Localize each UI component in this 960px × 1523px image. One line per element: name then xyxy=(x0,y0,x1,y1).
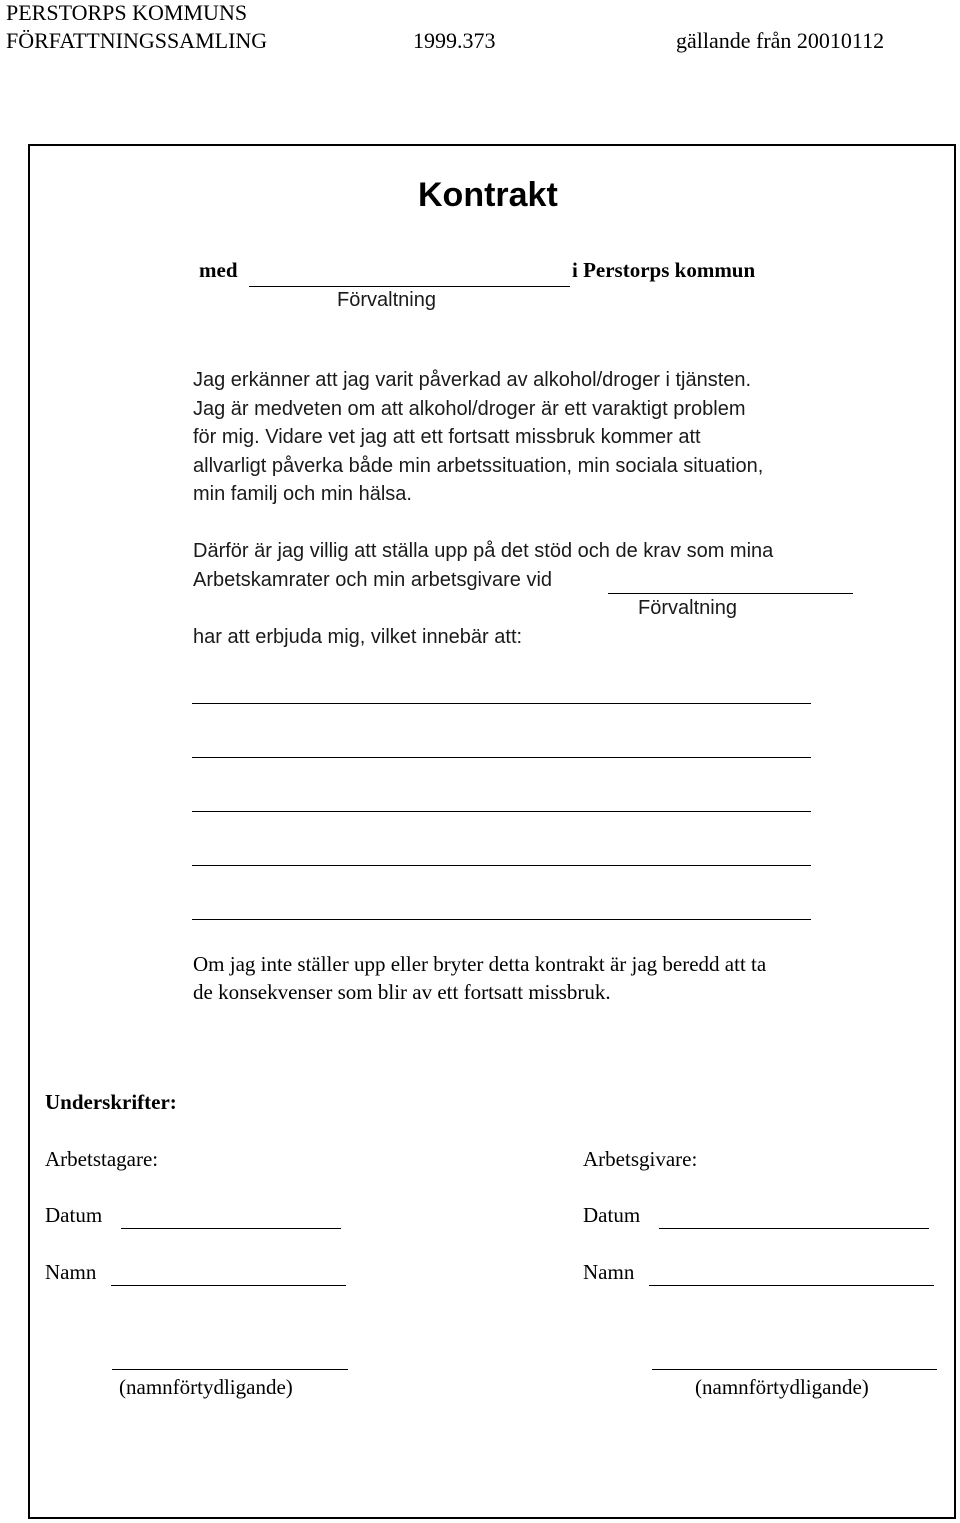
commitment-line[interactable] xyxy=(192,757,811,758)
paragraph1-line: Jag erkänner att jag varit påverkad av alkohol/droger i tjänsten. xyxy=(193,369,752,391)
contract-title: Kontrakt xyxy=(418,176,558,214)
commitment-line[interactable] xyxy=(192,703,811,704)
employee-date-field[interactable] xyxy=(121,1228,341,1229)
paragraph3-line: Om jag inte ställer upp eller bryter detta kontrakt är jag beredd att ta xyxy=(193,952,767,976)
paragraph2-line: har att erbjuda mig, vilket innebär att: xyxy=(193,625,523,648)
commitment-line[interactable] xyxy=(192,919,811,920)
municipality-label: i Perstorps kommun xyxy=(572,258,756,282)
paragraph1-line: min familj och min hälsa. xyxy=(193,483,412,505)
employee-name-label: Namn xyxy=(45,1260,97,1284)
employee-role: Arbetstagare: xyxy=(45,1147,159,1171)
employee-date-label: Datum xyxy=(45,1203,103,1227)
header-valid-from: gällande från 20010112 xyxy=(676,28,885,53)
forvaltning-caption-2: Förvaltning xyxy=(638,597,737,619)
paragraph2-line: Arbetskamrater och min arbetsgivare vid xyxy=(193,568,553,591)
paragraph1-line: för mig. Vidare vet jag att ett fortsatt missbruk kommer att xyxy=(193,426,701,448)
paragraph2-line: Därför är jag villig att ställa upp på det stöd och de krav som mina xyxy=(193,540,774,562)
med-label: med xyxy=(199,258,238,282)
header-number: 1999.373 xyxy=(413,28,496,53)
employee-clarification-field[interactable] xyxy=(112,1369,348,1370)
header-municipality: PERSTORPS KOMMUNS xyxy=(6,0,248,25)
signatures-heading: Underskrifter: xyxy=(45,1090,177,1114)
employer-name-label: Namn xyxy=(583,1260,635,1284)
paragraph1-line: Jag är medveten om att alkohol/droger är ett varaktigt problem xyxy=(193,397,746,420)
contract-frame xyxy=(28,144,956,1519)
employer-date-label: Datum xyxy=(583,1203,641,1227)
paragraph1-line: allvarligt påverka både min arbetssituation, min sociala situation, xyxy=(193,454,764,477)
paragraph3-line: de konsekvenser som blir av ett fortsatt missbruk. xyxy=(193,980,611,1004)
forvaltning-caption: Förvaltning xyxy=(337,289,436,311)
employer-name-field[interactable] xyxy=(649,1285,934,1286)
employer-clarification-field[interactable] xyxy=(652,1369,937,1370)
header-collection: FÖRFATTNINGSSAMLING xyxy=(6,28,268,53)
employee-name-field[interactable] xyxy=(111,1285,346,1286)
employee-clarification-label: (namnförtydligande) xyxy=(119,1375,293,1399)
employer-role: Arbetsgivare: xyxy=(583,1147,698,1171)
commitment-line[interactable] xyxy=(192,865,811,866)
employer-date-field[interactable] xyxy=(659,1228,929,1229)
commitment-line[interactable] xyxy=(192,811,811,812)
employer-clarification-label: (namnförtydligande) xyxy=(695,1375,869,1399)
